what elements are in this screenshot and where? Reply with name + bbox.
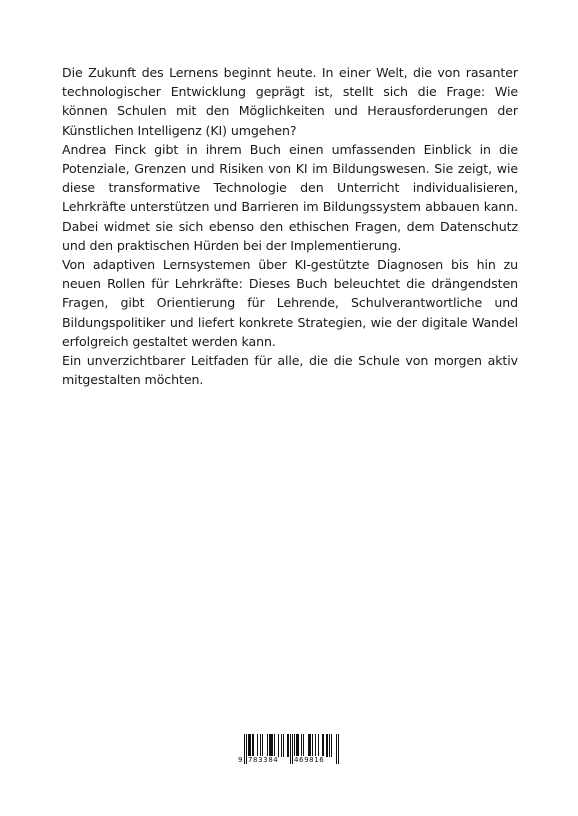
barcode-bar <box>260 734 261 757</box>
barcode-bar <box>253 734 254 757</box>
blurb-paragraph-author: Andrea Finck gibt in ihrem Buch einen umfassenden Einblick in die Potenziale, Grenzen und Risiken von KI im Bildungswesen. Sie zeigt, wie diese transformative Technologie den Unterricht individualisieren, Lehrkräfte unterstützen und Barrieren im Bildungssystem abbauen kann. Dabei widmet sie sich ebenso den ethischen Fragen, dem Datenschutz und den praktischen Hürden bei der Implementierung. <box>62 141 518 253</box>
barcode-bar <box>298 734 299 757</box>
barcode-bar <box>294 734 295 757</box>
barcode-bar <box>283 734 284 757</box>
barcode-bar <box>270 734 271 757</box>
barcode-bar <box>297 734 298 757</box>
barcode-bar <box>246 734 247 764</box>
barcode-bar <box>249 734 250 757</box>
barcode-bar <box>274 734 275 757</box>
barcode-bar <box>338 734 339 764</box>
barcode-bar <box>308 734 309 757</box>
barcode-bar <box>272 734 273 757</box>
barcode-bar <box>271 734 272 757</box>
barcode-bar <box>318 734 319 757</box>
back-cover-text <box>62 63 518 389</box>
barcode-bar <box>287 734 288 757</box>
barcode-bar <box>278 734 279 757</box>
barcode-prefix-digit: 9 <box>238 756 244 764</box>
barcode-bar <box>257 734 258 757</box>
barcode-bar <box>252 734 253 757</box>
barcode-bar <box>250 734 251 757</box>
barcode-bar <box>310 734 311 757</box>
barcode-bar <box>312 734 313 757</box>
barcode-bar <box>322 734 323 757</box>
barcode-bar <box>290 734 291 764</box>
barcode-left-group: 783384 <box>248 756 279 764</box>
barcode-bar <box>336 734 337 764</box>
barcode-bar <box>301 734 302 757</box>
barcode-bar <box>269 734 270 757</box>
isbn-barcode <box>238 734 340 768</box>
barcode-bar <box>248 734 249 757</box>
barcode-bar <box>262 734 263 757</box>
barcode-bar <box>281 734 282 757</box>
barcode-bar <box>329 734 330 757</box>
barcode-bar <box>303 734 304 757</box>
barcode-bar <box>331 734 332 757</box>
barcode-bar <box>244 734 245 764</box>
barcode-bar <box>315 734 316 757</box>
blurb-paragraph-closing: Ein unverzichtbarer Leitfaden für alle, die die Schule von morgen aktiv mitgestalten möchten. <box>62 353 518 388</box>
barcode-right-group: 469816 <box>294 756 325 764</box>
barcode-bar <box>296 734 297 757</box>
blurb-paragraph-topics: Von adaptiven Lernsystemen über KI-gestützte Diagnosen bis hin zu neuen Rollen für Lehrkräfte: Dieses Buch beleuchtet die drängendsten Fragen, gibt Orientierung für Lehrende, Schulverantwortliche und Bildungspolitiker und liefert konkrete Strategien, wie der digitale Wandel erfolgreich gestaltet werden kann. <box>62 257 518 349</box>
barcode-bar <box>326 734 327 757</box>
barcode-bar <box>267 734 268 757</box>
barcode-bar <box>323 734 324 757</box>
barcode-bar <box>309 734 310 757</box>
barcode-bar <box>288 734 289 757</box>
barcode-bar <box>292 734 293 764</box>
blurb-paragraph-intro: Die Zukunft des Lernens beginnt heute. In einer Welt, die von rasanter technologischer Entwicklung geprägt ist, stellt sich die Frage: Wie können Schulen mit den Möglichkeiten und Herausforderungen der Künstlichen Intelligenz (KI) umgehen? <box>62 65 518 138</box>
barcode-bar <box>327 734 328 757</box>
